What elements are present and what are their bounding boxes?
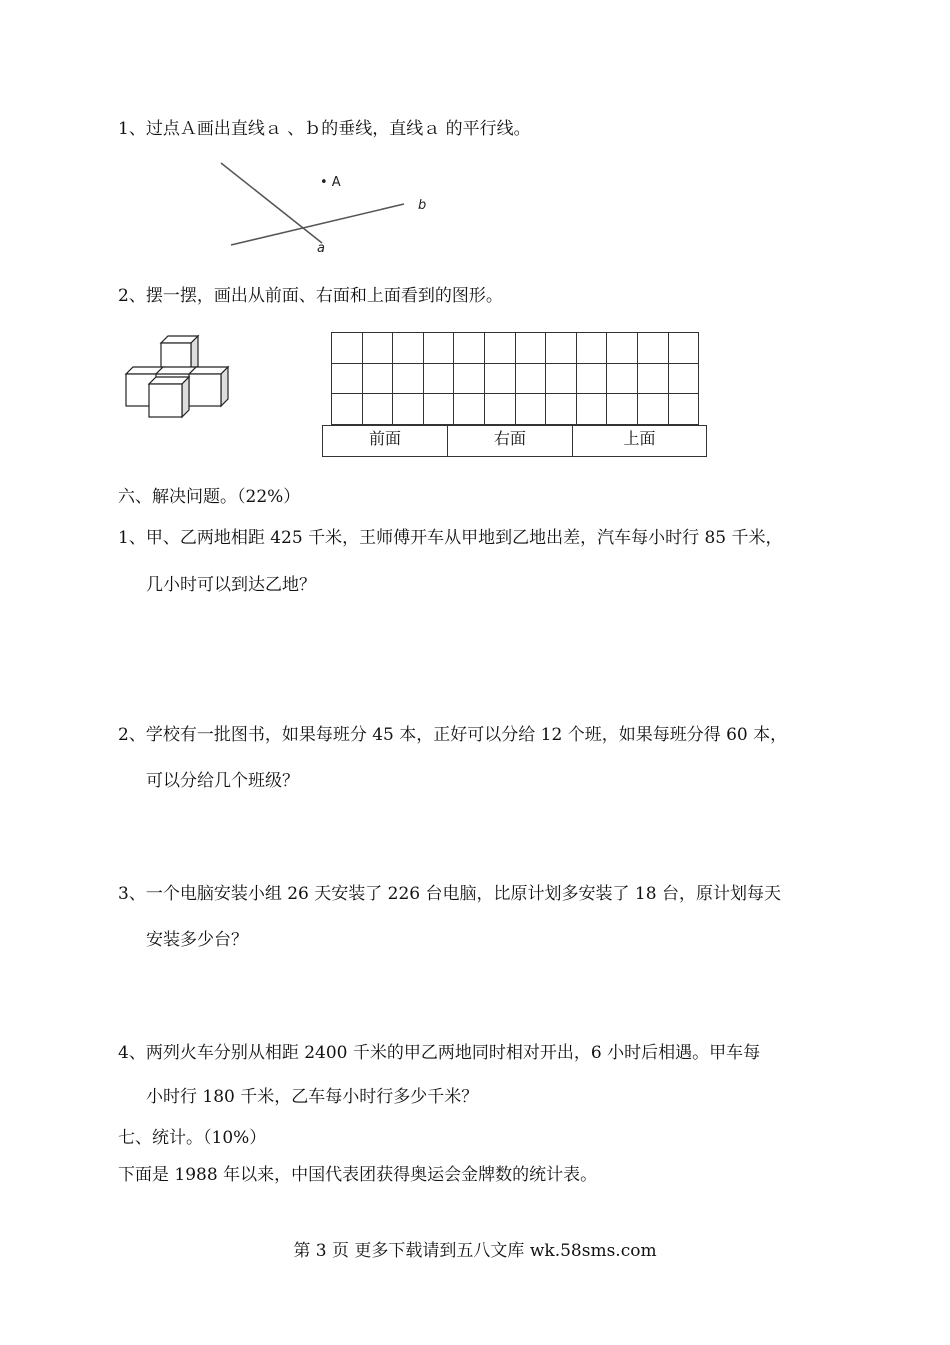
point-a-label: • A — [320, 175, 341, 190]
view-label-front: 前面 — [323, 426, 448, 457]
problem-1-line1: 1、甲、乙两地相距 425 千米，王师傅开车从甲地到乙地出差，汽车每小时行 85 千米， — [118, 528, 783, 548]
line-a — [221, 163, 322, 243]
q5-item2-text: 2、摆一摆，画出从前面、右面和上面看到的图形。 — [118, 286, 503, 306]
problem-2-line1: 2、学校有一批图书，如果每班分 45 本，正好可以分给 12 个班，如果每班分得 60 本， — [118, 725, 788, 745]
problem-3-line1: 3、一个电脑安装小组 26 天安装了 226 台电脑，比原计划多安装了 18 台，原计划每天 — [118, 884, 781, 904]
problem-4-line2: 小时行 180 千米，乙车每小时行多少千米？ — [146, 1087, 479, 1107]
line-b-label: b — [418, 198, 427, 213]
page-footer: 第 3 页 更多下载请到五八文库 wk.58sms.com — [293, 1241, 657, 1261]
view-label-row — [322, 425, 707, 457]
cube-figure — [126, 336, 228, 417]
q6-heading: 六、解决问题。（22%） — [118, 487, 301, 507]
problem-2-line2: 可以分给几个班级？ — [146, 771, 299, 791]
problem-3-line2: 安装多少台？ — [146, 930, 248, 950]
drawing-grid[interactable] — [331, 332, 699, 425]
problem-1-line2: 几小时可以到达乙地？ — [146, 575, 316, 595]
q7-intro: 下面是 1988 年以来，中国代表团获得奥运会金牌数的统计表。 — [118, 1165, 598, 1185]
line-a-label: a — [317, 241, 325, 256]
view-label-right: 右面 — [448, 426, 573, 457]
view-label-top: 上面 — [573, 426, 707, 457]
q5-item1-text: 1、过点Ａ画出直线ａ 、ｂ的垂线，直线ａ 的平行线。 — [118, 119, 531, 139]
q7-heading: 七、统计。（10%） — [118, 1128, 267, 1148]
problem-4-line1: 4、两列火车分别从相距 2400 千米的甲乙两地同时相对开出，6 小时后相遇。甲车每 — [118, 1043, 761, 1063]
